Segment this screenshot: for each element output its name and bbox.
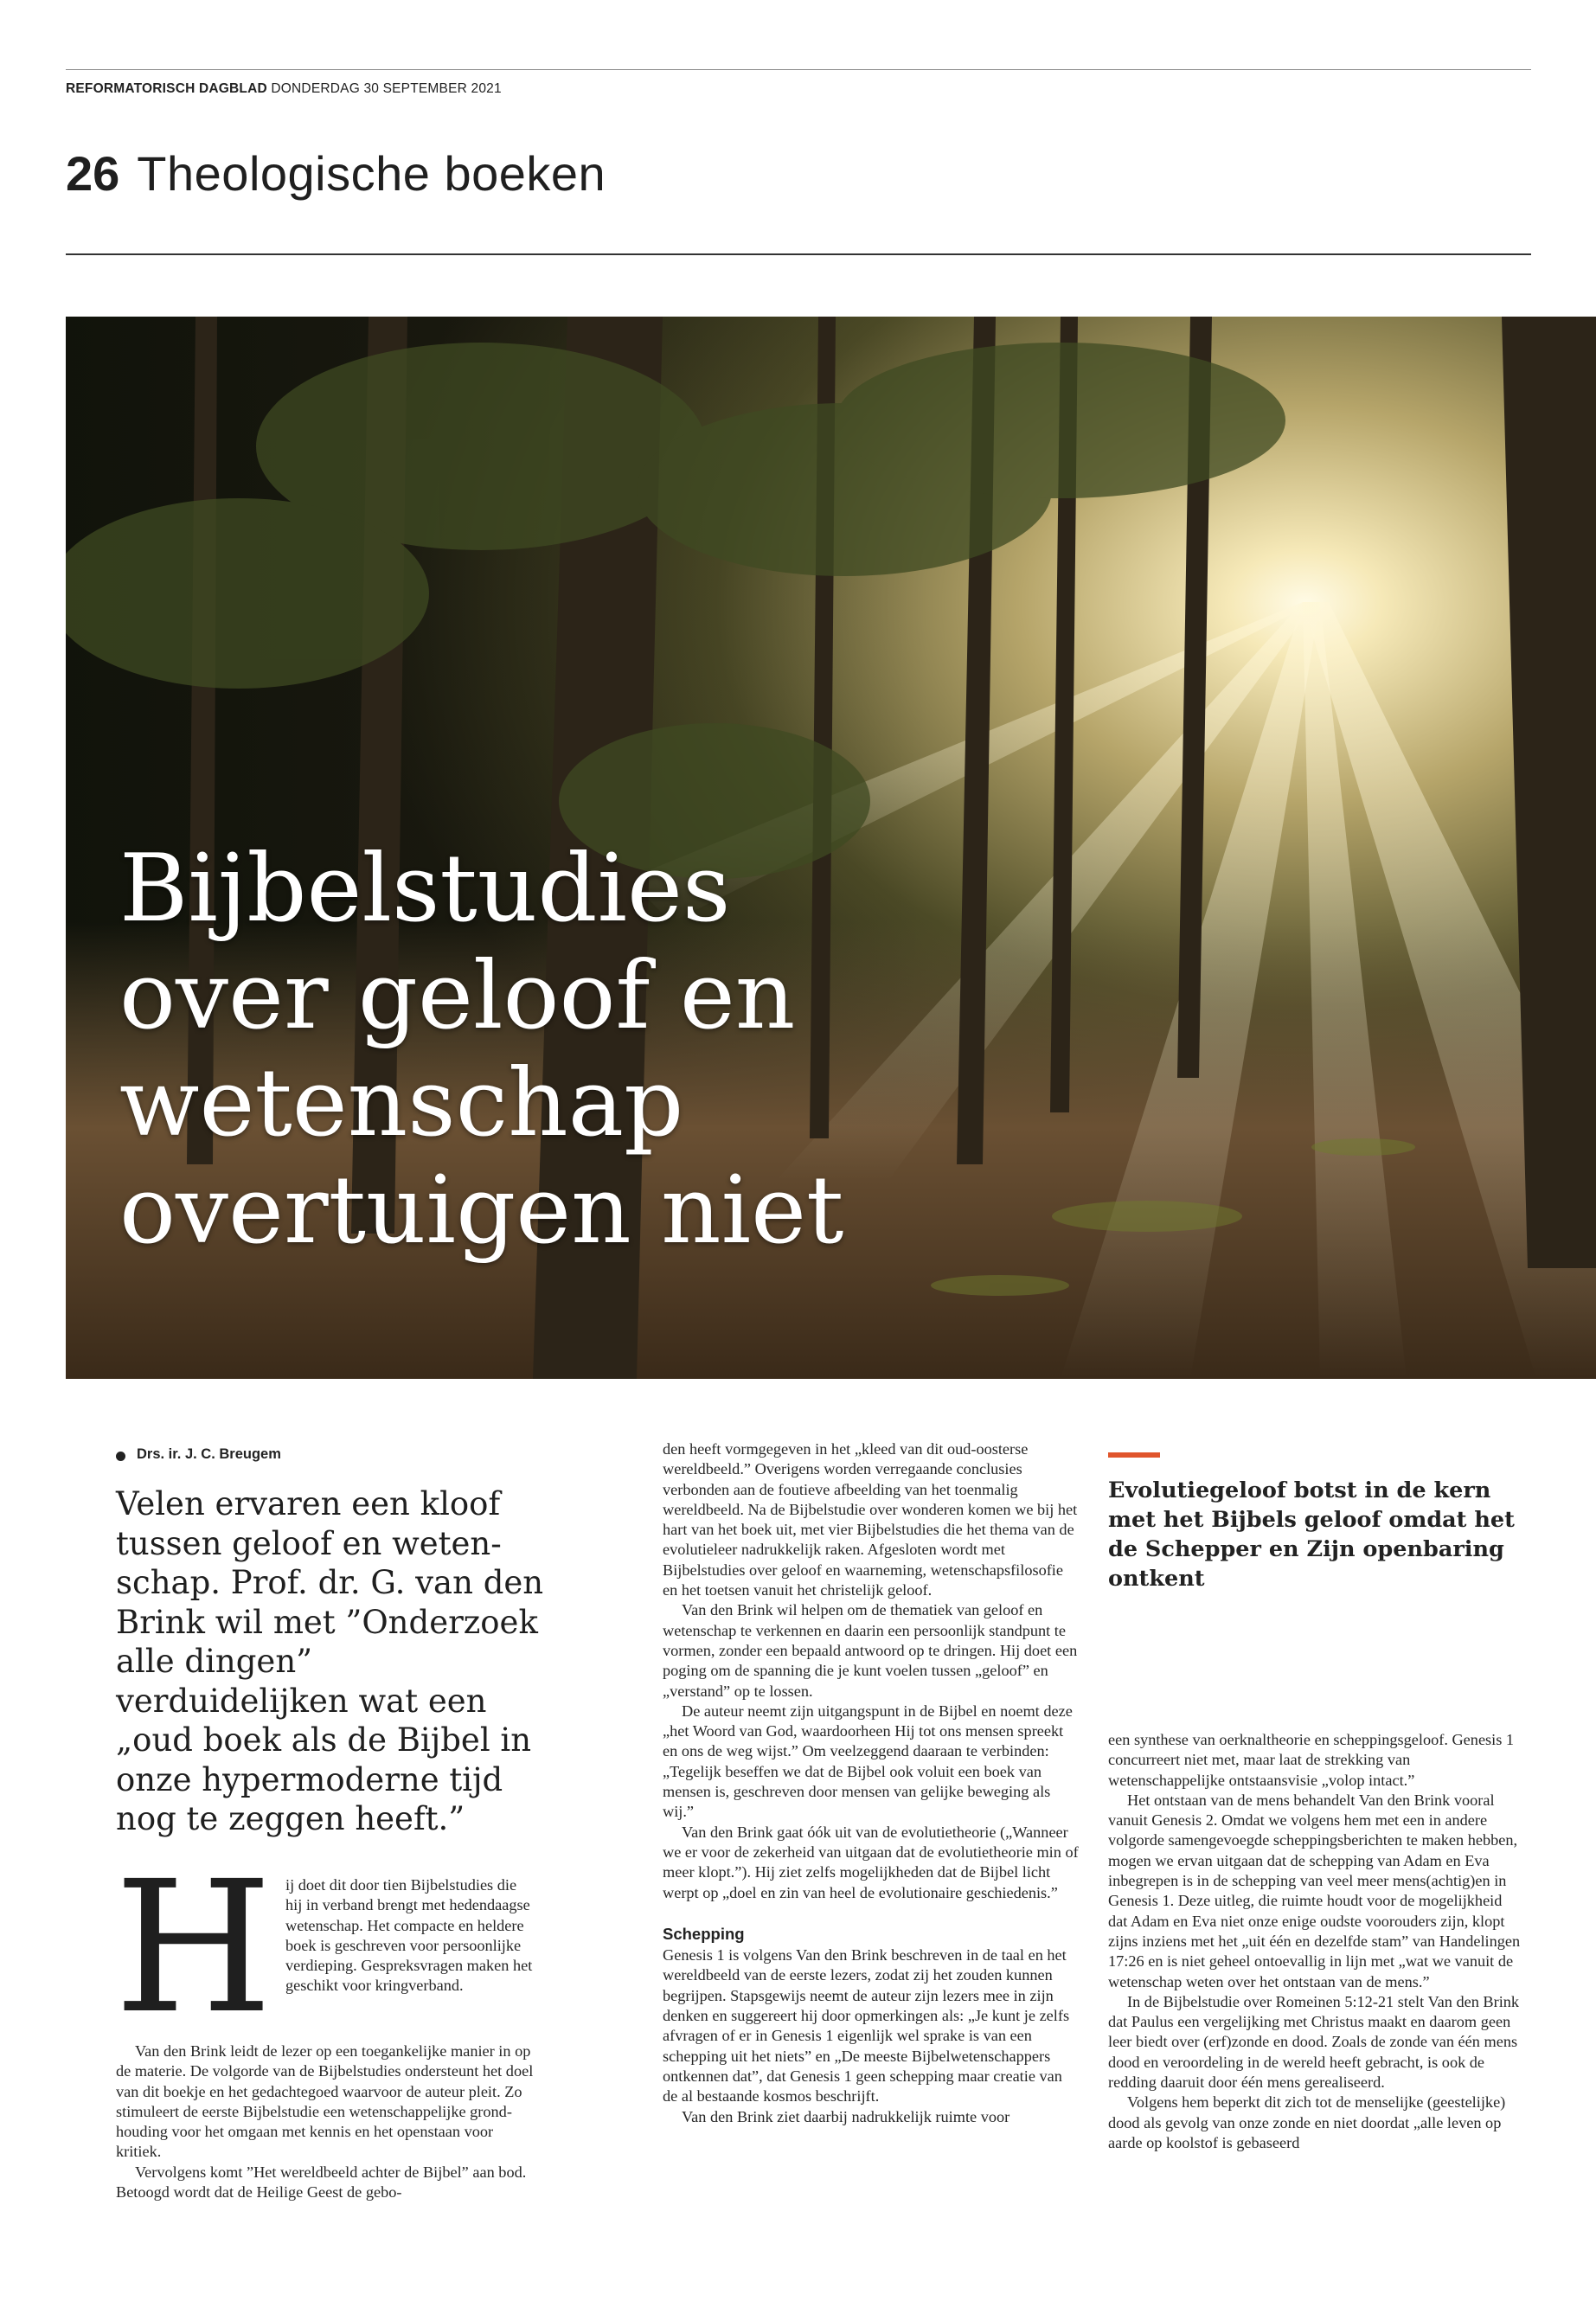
paragraph: den heeft vormgegeven in het „kleed van dit oud-oosterse wereldbeeld.” Overigens worden verregaande conclusies verbonden aan de foutieve afbeelding van het toenmalig wereldbeeld. Na de Bijbelstudie over wonderen komen we bij het hart van het boek uit, met vier Bijbelstudies die het thema van de evolutieleer nadrukkelijk raken. Afgesloten wordt met Bijbelstudies over geloof en waarneming, wetenschapsfilosofie en het toetsen vanuit het christelijk geloof.: [663, 1440, 1078, 1599]
paragraph: Van den Brink ziet daarbij nadrukkelijk ruimte voor: [682, 2107, 1010, 2125]
byline: Drs. ir. J. C. Breugem: [137, 1446, 281, 1462]
drop-cap: H: [114, 1842, 273, 2054]
body-column-2: [663, 1439, 1080, 2127]
body-column-1-top: [285, 1875, 535, 1997]
paragraph: In de Bijbelstudie over Romeinen 5:12-21 stelt Van den Brink dat Paulus een vergelijking met Christus maakt en daarom geen leer biedt over (erf)zonde en dood. Zoals de zonde van één mens dood en veroordeling in de wereld heeft gebracht, is ook de redding daaruit door één mens gerealiseerd.: [1108, 1992, 1520, 2092]
headline-line: overtuigen niet: [119, 1157, 844, 1265]
section-heading: [66, 145, 606, 202]
paragraph: ij doet dit door tien Bijbelstudies die hij in verband brengt met hedendaagse wetenschap. Het compacte en heldere boek is geschreven voor persoonlijke verdieping. Gespreksvragen maken het geschikt voor kringverband.: [285, 1876, 533, 1995]
paragraph: Het ontstaan van de mens behandelt Van den Brink vooral vanuit Genesis 2. Omdat we volgens hem met een in andere volgorde samengevoegde scheppingsberichten te maken hebben, mogen we ervan uitgaan dat de schepping van Adam en Eva inbegrepen is in de schepping van veel meer mens(achtig)en in Genesis 1. Deze uitleg, die ruimte houdt voor de mogelijkheid dat Adam en Eva niet onze enige oudste voorouders zijn, klopt zijns inziens met het „uit één en dezelfde stam” van Handelingen 17:26 en is niet geheel ontoevallig in lijn met „wat we vanuit de wetenschap weten over het ontstaan van de mens.”: [1108, 1791, 1521, 1990]
byline-bullet: [116, 1452, 125, 1461]
article-intro: Velen ervaren een kloof tussen geloof en wetenschap. Prof. dr. G. van den Brink wil met ”Onderzoek alle dingen” verduidelijken wat een „oud boek als de Bijbel in onze hypermoderne tijd nog te zeggen heeft.”: [116, 1485, 544, 1837]
paragraph: Genesis 1 is volgens Van den Brink beschreven in de taal en het wereldbeeld van de eerste lezers, zodat zij het zouden kunnen begrijpen. Stapsgewijs neemt de auteur zijn lezers mee in zijn denken en suggereert hij door opmerkingen als: „Je kunt je zelfs afvragen of er in Genesis 1 eigenlijk wel sprake is van een schepping uit het niets” en „De meeste Bijbelwetenschappers ontkennen dat”, dat Genesis 1 geen schepping maar creatie van de al bestaande kosmos beschrijft.: [663, 1946, 1070, 2106]
paragraph: De auteur neemt zijn uitgangspunt in de Bijbel en noemt deze „het Woord van God, waardoorheen Hij tot ons mensen spreekt en ons de weg wijst.” Om veelzeggend daaraan te verbinden: „Tegelijk beseffen we dat de Bijbel ook voluit een boek van mensen is, geschreven door mensen van gelijke beweging als wij.”: [663, 1702, 1073, 1821]
subheading: Schepping: [663, 1924, 745, 1943]
masthead: [66, 81, 502, 97]
hero-photo: [66, 317, 1596, 1379]
paragraph: een synthese van oerknaltheorie en scheppingsgeloof. Genesis 1 concurreert niet met, maar laat de strekking van wetenschappelijke ontstaansvisie „volop intact.”: [1108, 1731, 1515, 1789]
body-column-1: [116, 2041, 535, 2202]
issue-date: DONDERDAG 30 SEPTEMBER 2021: [271, 81, 502, 96]
pull-quote: Evolutiegeloof botst in de kern met het Bijbels geloof omdat het de Schepper en Zijn openbaring ontkent: [1108, 1477, 1515, 1592]
paragraph: Volgens hem beperkt dit zich tot de menselijke (geestelijke) dood als gevolg van onze zonde en niet doordat „alle leven op aarde op koolstof is gebaseerd: [1108, 2093, 1506, 2151]
page-number: 26: [66, 146, 120, 201]
headline-line: over geloof en: [119, 942, 796, 1050]
section-title: Theologische boeken: [137, 146, 606, 201]
paragraph: Van den Brink leidt de lezer op een toegankelijke manier in op de materie. De volgorde van de Bijbelstudies ondersteunt het doel van dit boekje en het gedachtegoed waarvoor de auteur pleit. Zo stimuleert de eerste Bijbelstudie een wetenschappelijke grondhouding voor het omgaan met kennis en het openstaan voor kritiek.: [116, 2042, 534, 2161]
article-headline: [119, 836, 843, 1265]
publication-name: REFORMATORISCH DAGBLAD: [66, 81, 267, 96]
top-rule: [66, 69, 1531, 70]
body-column-3: [1108, 1730, 1523, 2153]
headline-line: Bijbelstudies: [119, 835, 731, 943]
section-rule: [66, 253, 1531, 255]
paragraph: Van den Brink gaat óók uit van de evolutietheorie („Wanneer we er voor de zekerheid van uitgaan dat de evolutietheorie min of meer klopt.”). Hij ziet zelfs mogelijkheden dat de Bijbel licht werpt op „doel en zin van heel de evolutionaire geschiedenis.”: [663, 1823, 1079, 1901]
pullquote-accent-bar: [1108, 1452, 1160, 1458]
paragraph: Van den Brink wil helpen om de thematiek van geloof en wetenschap te verkennen en daarin een persoonlijk standpunt te vormen, zonder een bepaald antwoord op te dringen. Hij doet een poging om de spanning die je kunt voelen tussen „geloof” en „verstand” op te lossen.: [663, 1601, 1078, 1700]
headline-line: wetenschap: [119, 1049, 684, 1157]
paragraph: Vervolgens komt ”Het wereldbeeld achter de Bijbel” aan bod. Betoogd wordt dat de Heilige Geest de gebo-: [116, 2163, 527, 2202]
